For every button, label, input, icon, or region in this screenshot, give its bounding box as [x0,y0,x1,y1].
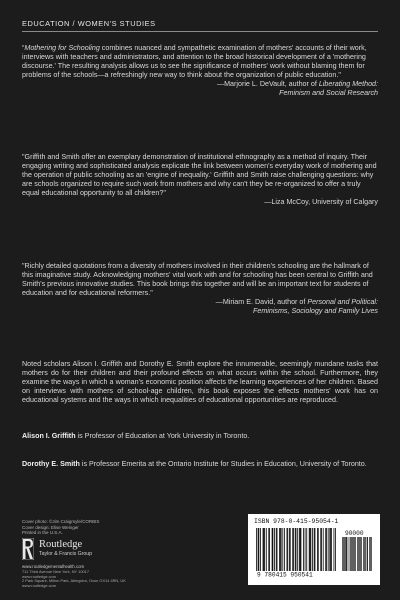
barcode-bar [360,537,361,571]
barcode-bar [266,528,267,571]
printed-in: Printed in the U.S.A. [22,530,63,536]
barcode-bar [293,528,294,571]
barcode-bar [328,528,329,571]
author-bio-smith-text: is Professor Emerita at the Ontario Institute for Studies in Education, University of Toronto. [79,460,367,468]
barcode-bar [330,528,331,571]
review-quote-2 [22,153,378,207]
barcode-bar [256,528,257,571]
barcode-bar [260,528,261,571]
top-divider [22,31,378,32]
barcode-bar [345,537,346,571]
quote-3-source-book-line2: Feminisms, Sociology and Family Lives [252,307,378,316]
barcode-bar [306,528,307,571]
quote-1-attribution [22,80,378,89]
barcode-bar [363,537,364,571]
barcode-bar [317,528,318,571]
author-bio-smith [22,460,378,469]
barcode-bar [370,537,371,571]
barcode-bar [343,537,344,571]
barcode-graphic [254,528,374,578]
quote-3-attribution [22,298,378,307]
publisher-group: Taylor & Francis Group [39,551,93,557]
barcode-bar [331,528,332,571]
barcode-bar [296,528,297,571]
barcode-bar [367,537,368,571]
barcode-bar [314,528,315,571]
publisher-address-uk: 2 Park Square, Milton Park, Abingdon, Oxon OX14 4RN, UK [22,578,126,584]
barcode-bar [354,537,355,571]
quote-3-attribution-text: —Miriam E. David, author of [215,298,308,307]
barcode-bar [269,528,270,571]
barcode-bar [284,528,285,571]
barcode-bar [280,528,281,571]
barcode-main-digits: 9 780415 950541 [257,571,313,578]
barcode-bar [335,528,336,571]
isbn-barcode [248,514,380,585]
barcode-bar [287,528,288,571]
barcode-bar [287,528,288,571]
barcode-bar [346,537,347,571]
barcode-bar [303,528,304,571]
barcode-bar [357,537,358,571]
barcode-bar [355,537,356,571]
barcode-bar [309,528,310,571]
barcode-bar [263,528,264,571]
barcode-bar [264,528,265,571]
barcode-bar [350,537,351,571]
barcode-bar [295,528,296,571]
barcode-addon-bars [342,537,372,571]
barcode-bar [300,528,301,571]
barcode-bar [277,528,278,571]
routledge-r-icon [22,538,34,560]
barcode-bar [289,528,290,571]
quote-3-source-book: Personal and Political: [307,298,378,307]
author-bio-griffith-text: is Professor of Education at York University in Toronto. [75,432,250,440]
barcode-bar [292,528,293,571]
quote-1-source-book: Liberating Method: [318,80,378,89]
publisher-logo [22,538,162,564]
barcode-bar [371,537,372,571]
barcode-bar [268,528,269,571]
quote-1-body: combines nuanced and sympathetic examination of mothers' accounts of their work, interviews with teachers and administrators, and attention to the broad historical development of a 'mothering discourse.' The resulting analysis allows us to see the significance of mothers' work without blaming them for problems of the schools—a refreshingly new way to think about the organization of public education." [22,44,367,80]
quote-1-source-book-line2: Feminism and Social Research [279,89,378,98]
barcode-bar [274,528,275,571]
cover-credits [22,519,99,536]
barcode-bar [315,528,316,571]
barcode-bar [299,528,300,571]
barcode-bar [281,528,282,571]
barcode-bar [342,537,343,571]
barcode-bar [258,528,259,571]
barcode-bar [347,537,348,571]
barcode-bar [323,528,324,571]
category-label: EDUCATION / WOMEN'S STUDIES [22,19,156,28]
cover-design-credit: Cover design: Elise Weinger [22,524,79,530]
barcode-bar [321,528,322,571]
author-bio-griffith [22,432,378,441]
barcode-bar [364,537,365,571]
quote-1-attribution-text: —Marjorie L. DeVault, author of [216,80,319,89]
barcode-bar [297,528,298,571]
book-description: Noted scholars Alison I. Griffith and Dorothy E. Smith explore the innumerable, seemingly mundane tasks that mothers do for their children and their profound effects on what occurs within the school. Furthermore, they examine the ways in which a woman's economic position affects the learning experiences of her children. Based on interviews with mothers of school-age children, this book exposes the effects mothers' work has on educational systems and the ways in which inequalities of educational opportunities are reproduced. [22,360,378,405]
author-name-griffith: Alison I. Griffith [22,432,76,440]
barcode-bar [353,537,354,571]
barcode-bar [352,537,353,571]
review-quote-1 [22,44,378,98]
publisher-website-main: www.routledgementalhealth.com [22,564,85,569]
barcode-bar [369,537,370,571]
barcode-bar [263,528,264,571]
isbn-label: ISBN 978-0-415-95054-1 [254,518,339,525]
author-name-smith: Dorothy E. Smith [22,460,80,468]
barcode-bar [282,528,283,571]
barcode-bar [325,528,326,571]
barcode-bar [318,528,319,571]
barcode-bar [272,528,273,571]
quote-2-body: "Griffith and Smith offer an exemplary demonstration of institutional ethnography as a method of inquiry. Their engaging writing and sophisticated analysis explicate the link between women's everyday work of mothering and the operation of public schooling as an 'engine of inequality.' Griffith and Smith raise challenging questions: why are schools organized to require such work from mothers and why can't they be re-organized to offer a truly equal educational opportunity to all children?" [22,153,377,198]
barcode-bar [329,528,330,571]
barcode-bar [310,528,311,571]
barcode-bar [326,528,327,571]
barcode-bar [290,528,291,571]
publisher-address [22,565,202,589]
publisher-website-uk: www.routledge.com [22,583,56,589]
barcode-bar [305,528,306,571]
barcode-bar [334,528,335,571]
barcode-bar [349,537,350,571]
quote-2-attribution: —Liza McCoy, University of Calgary [264,198,378,207]
barcode-bar [320,528,321,571]
barcode-bar [279,528,280,571]
barcode-bar [310,528,311,571]
barcode-main-bars [256,528,336,571]
barcode-bar [258,528,259,571]
barcode-bar [276,528,277,571]
barcode-bar [359,537,360,571]
barcode-bar [361,537,362,571]
barcode-addon-digits: 90000 [345,530,364,537]
quote-3-body: "Richly detailed quotations from a diversity of mothers involved in their children's schooling are the hallmark of this imaginative study. Acknowledging mothers' vital work with and for schooling has been central to Griffith and Smith's previous innovative studies. This book brings this together and will be an important text for students of education and for educational reformers." [22,262,373,298]
cover-photo-credit: Cover photo: ©Jim Craigmyle/CORBIS [22,519,100,524]
barcode-bar [344,537,345,571]
barcode-bar [272,528,273,571]
barcode-bar [351,537,352,571]
review-quote-3 [22,262,378,316]
quote-1-book-title: Mothering for Schooling [24,44,100,52]
barcode-bar [365,537,366,571]
publisher-name: Routledge [39,539,83,550]
barcode-bar [301,528,302,571]
barcode-bar [358,537,359,571]
quote-1-text: “Mothering for Schooling combines nuanced and sympathetic examination of mothers' accounts of their work, interviews with teachers and administrators, and attention to the broad historical development of a 'mothering discourse.' The resulting analysis allows us to see the significance of mothers' work without blaming them for problems of the schools—a refreshingly new way to think about the organization of public education." [22,44,367,80]
barcode-bar [367,537,368,571]
barcode-bar [312,528,313,571]
publisher-address-ny: 711 Third Avenue New York, NY 10017 [22,568,89,574]
publisher-website-ny: www.routledge.com [22,573,56,579]
